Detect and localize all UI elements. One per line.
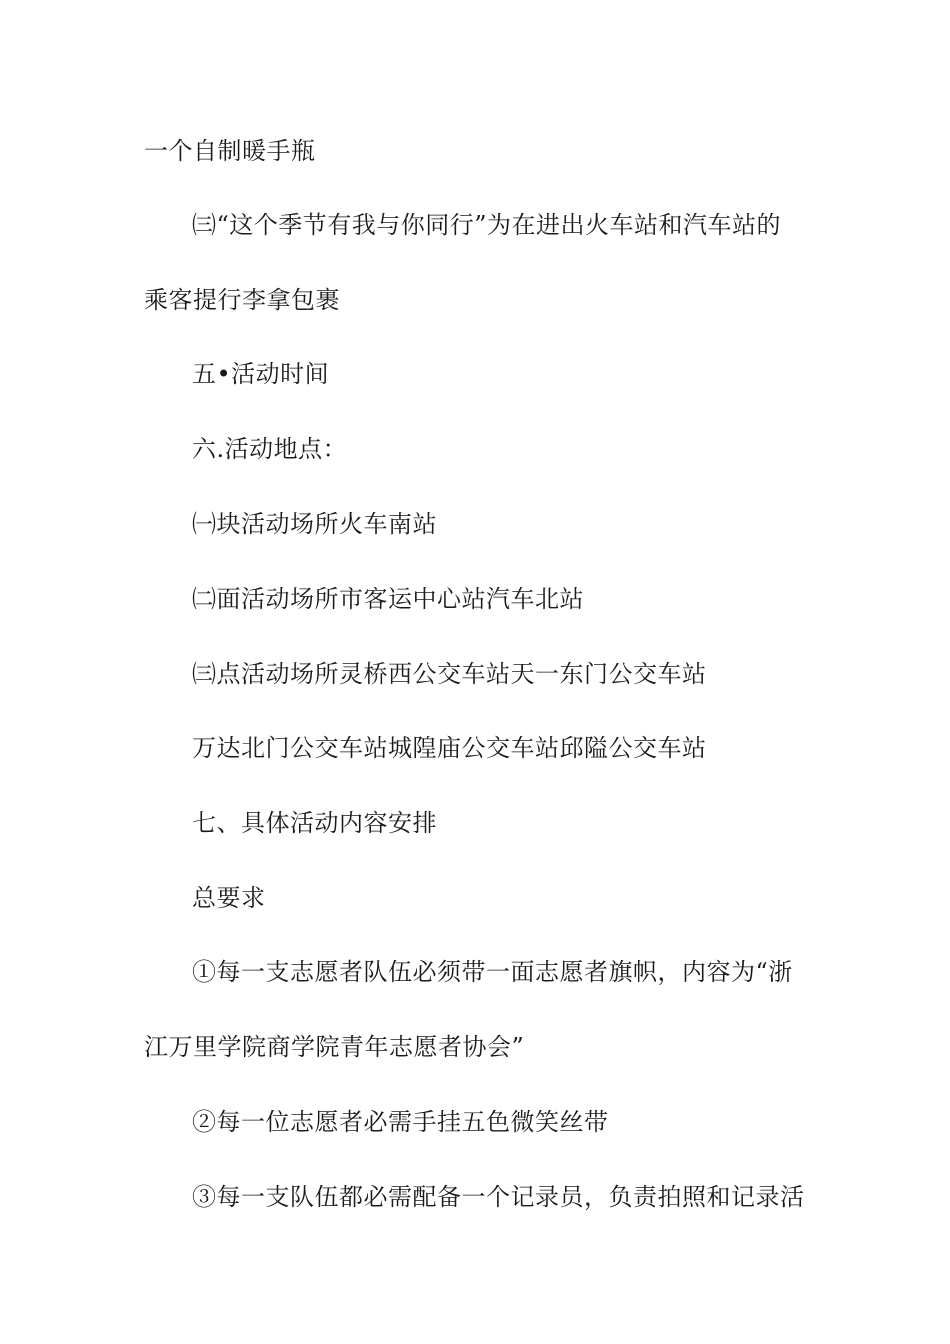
text-line-13: 江万里学院商学院青年志愿者协会” bbox=[144, 1033, 525, 1061]
text-line-9: 万达北门公交车站城隍庙公交车站邱隘公交车站 bbox=[192, 734, 707, 762]
text-line-14: ②每一位志愿者必需手挂五色微笑丝带 bbox=[192, 1108, 609, 1136]
text-line-6: ㈠块活动场所火车南站 bbox=[192, 510, 437, 538]
section-heading-time: 五•活动时间 bbox=[192, 360, 330, 388]
section-heading-location: 六.活动地点： bbox=[192, 435, 348, 463]
text-line-12: ①每一支志愿者队伍必须带一面志愿者旗帜，内容为“浙 bbox=[192, 958, 793, 986]
text-line-3: 乘客提行李拿包裹 bbox=[144, 286, 340, 314]
text-line-15: ③每一支队伍都必需配备一个记录员，负责拍照和记录活 bbox=[192, 1183, 805, 1211]
text-line-1: 一个自制暖手瓶 bbox=[144, 137, 316, 165]
text-line-2: ㈢“这个季节有我与你同行”为在进出火车站和汽车站的 bbox=[192, 211, 782, 239]
text-line-7: ㈡面活动场所市客运中心站汽车北站 bbox=[192, 585, 584, 613]
text-line-8: ㈢点活动场所灵桥西公交车站天一东门公交车站 bbox=[192, 660, 707, 688]
section-heading-arrangement: 七、具体活动内容安排 bbox=[192, 809, 437, 837]
subheading-requirements: 总要求 bbox=[192, 884, 266, 912]
